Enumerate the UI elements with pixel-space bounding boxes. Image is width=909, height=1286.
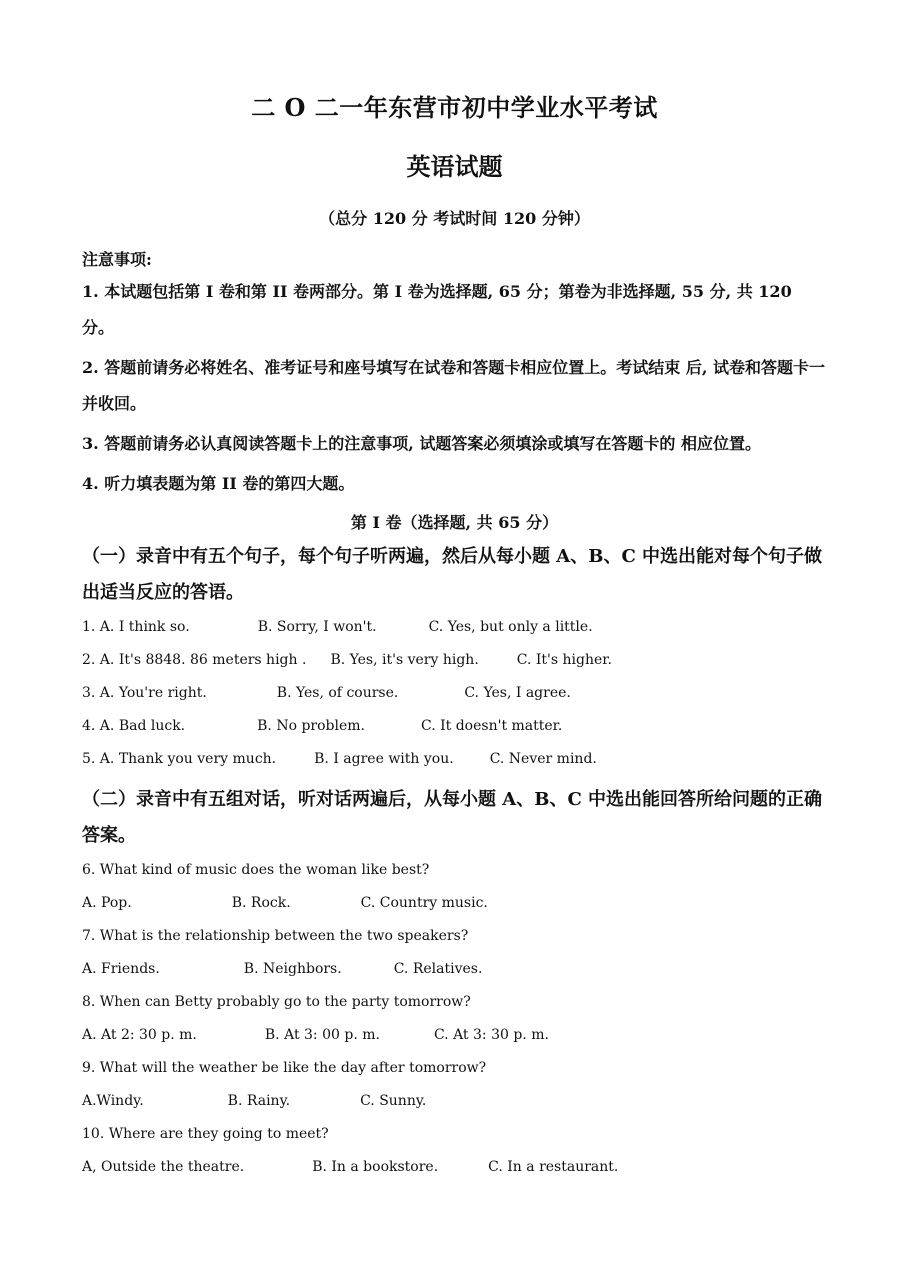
question-text: 6. What kind of music does the woman like best? (82, 862, 430, 878)
option-b: B. Yes, it's very high. (330, 652, 479, 668)
option-b: B. Yes, of course. (276, 685, 399, 701)
question-row (82, 677, 827, 710)
question-row (82, 743, 827, 776)
section2-heading: （二）录音中有五组对话，听对话两遍后，从每小题 A、B、C 中选出能回答所给问题的正确答案。 (82, 789, 823, 846)
question-text: 8. When can Betty probably go to the party tomorrow? (82, 994, 471, 1010)
question-row (82, 611, 827, 644)
option-c: C. In a restaurant. (488, 1159, 619, 1175)
exam-subtitle: 英语试题 (406, 152, 503, 181)
option-b: B. Neighbors. (243, 961, 342, 977)
option-a: 5. A. Thank you very much. (82, 751, 277, 767)
option-b: B. Sorry, I won't. (257, 619, 377, 635)
option-a: 4. A. Bad luck. (82, 718, 186, 734)
option-a: 2. A. It's 8848. 86 meters high . (82, 652, 307, 668)
section1-heading: （一）录音中有五个句子，每个句子听两遍，然后从每小题 A、B、C 中选出能对每个句子做出适当反应的答语。 (82, 546, 823, 603)
option-a: 1. A. I think so. (82, 619, 190, 635)
question-row (82, 644, 827, 677)
option-a: 3. A. You're right. (82, 685, 207, 701)
option-b: B. I agree with you. (314, 751, 454, 767)
notes-title: 注意事项: (82, 250, 152, 269)
option-c: C. Relatives. (393, 961, 483, 977)
option-c: C. Sunny. (360, 1093, 427, 1109)
question-text: 9. What will the weather be like the day after tomorrow? (82, 1060, 487, 1076)
part1-title: 第 I 卷（选择题, 共 65 分） (350, 513, 559, 532)
option-c: C. At 3: 30 p. m. (433, 1027, 549, 1043)
option-c: C. It doesn't matter. (421, 718, 563, 734)
option-a: A. Pop. (82, 895, 132, 911)
option-b: B. No problem. (257, 718, 365, 734)
option-b: B. In a bookstore. (312, 1159, 439, 1175)
note-item: 3. 答题前请务必认真阅读答题卡上的注意事项, 试题答案必须填涂或填写在答题卡的 相应位置。 (82, 434, 761, 453)
question-text: 7. What is the relationship between the two speakers? (82, 928, 469, 944)
option-b: B. Rock. (231, 895, 291, 911)
note-item: 4. 听力填表题为第 II 卷的第四大题。 (82, 474, 355, 493)
option-c: C. Yes, but only a little. (428, 619, 593, 635)
exam-meta: （总分 120 分 考试时间 120 分钟） (319, 209, 590, 228)
option-a: A, Outside the theatre. (82, 1159, 245, 1175)
exam-title: 二 O 二一年东营市初中学业水平考试 (251, 93, 658, 122)
question-text: 10. Where are they going to meet? (82, 1126, 329, 1142)
option-b: B. At 3: 00 p. m. (264, 1027, 380, 1043)
note-item: 2. 答题前请务必将姓名、准考证号和座号填写在试卷和答题卡相应位置上。考试结束 后, 试卷和答题卡一并收回。 (82, 358, 825, 413)
option-a: A. Friends. (82, 961, 160, 977)
option-c: C. It's higher. (516, 652, 612, 668)
answer-row (82, 953, 827, 986)
answer-row (82, 1085, 827, 1118)
option-c: C. Never mind. (489, 751, 597, 767)
note-item: 1. 本试题包括第 I 卷和第 II 卷两部分。第 I 卷为选择题, 65 分；第卷为非选择题, 55 分, 共 120 分。 (82, 282, 792, 337)
option-a: A. At 2: 30 p. m. (82, 1027, 197, 1043)
option-c: C. Yes, I agree. (464, 685, 571, 701)
option-a: A.Windy. (82, 1093, 144, 1109)
question-row (82, 710, 827, 743)
option-b: B. Rainy. (227, 1093, 291, 1109)
answer-row (82, 887, 827, 920)
option-c: C. Country music. (360, 895, 488, 911)
answer-row (82, 1019, 827, 1052)
answer-row (82, 1151, 827, 1184)
